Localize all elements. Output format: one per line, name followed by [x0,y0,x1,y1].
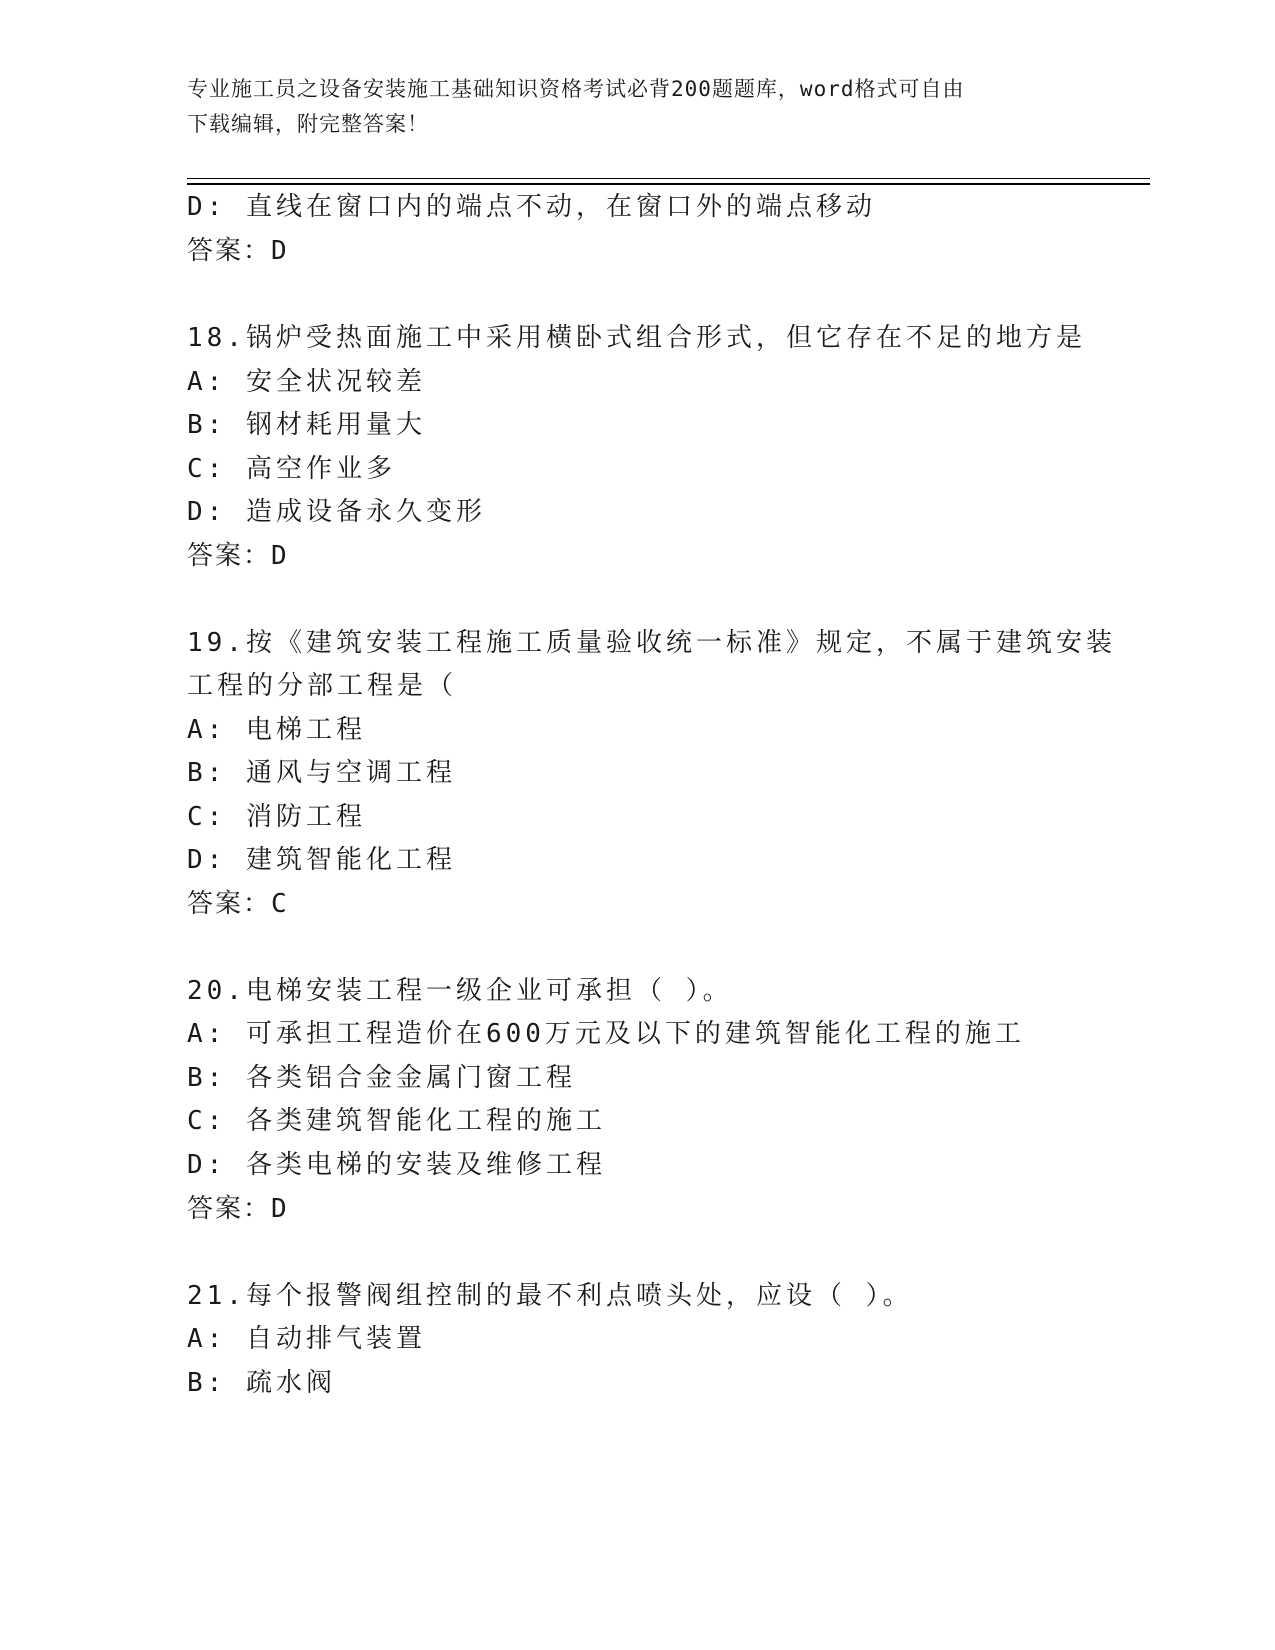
header-line-2: 下载编辑，附完整答案！ [187,112,429,136]
q18-option-d: D: 造成设备永久变形 [187,497,486,527]
q20-option-c: C: 各类建筑智能化工程的施工 [187,1106,606,1136]
header-line-1: 专业施工员之设备安装施工基础知识资格考试必背200题题库，word格式可自由 [187,77,965,101]
q20-answer: 答案：D [187,1194,289,1224]
q18-answer: 答案：D [187,541,289,571]
q19-option-b: B: 通风与空调工程 [187,758,456,788]
header-divider-thin [187,178,1150,179]
q21-option-a: A: 自动排气装置 [187,1324,426,1354]
q21-option-b: B: 疏水阀 [187,1368,336,1398]
q19-stem-line-2: 工程的分部工程是（ [187,671,458,701]
q21-stem: 21.每个报警阀组控制的最不利点喷头处，应设（ ）。 [187,1281,913,1311]
q19-option-a: A: 电梯工程 [187,715,366,745]
q19-option-d: D: 建筑智能化工程 [187,845,456,875]
prev-option-d: D: 直线在窗口内的端点不动，在窗口外的端点移动 [187,192,876,222]
prev-answer: 答案：D [187,236,289,266]
q18-option-a: A: 安全状况较差 [187,367,426,397]
q20-option-a: A: 可承担工程造价在600万元及以下的建筑智能化工程的施工 [187,1019,1025,1049]
q18-stem: 18.锅炉受热面施工中采用横卧式组合形式，但它存在不足的地方是 [187,323,1086,353]
header-divider-thick [187,183,1150,185]
q19-option-c: C: 消防工程 [187,802,366,832]
q18-option-c: C: 高空作业多 [187,454,396,484]
document-header [187,72,1067,142]
q20-option-d: D: 各类电梯的安装及维修工程 [187,1150,606,1180]
q20-option-b: B: 各类铝合金金属门窗工程 [187,1063,576,1093]
q19-answer: 答案：C [187,889,289,919]
q20-stem: 20.电梯安装工程一级企业可承担（ ）。 [187,976,733,1006]
q18-option-b: B: 钢材耗用量大 [187,410,426,440]
q19-stem-line-1: 19.按《建筑安装工程施工质量验收统一标准》规定，不属于建筑安装 [187,628,1116,658]
